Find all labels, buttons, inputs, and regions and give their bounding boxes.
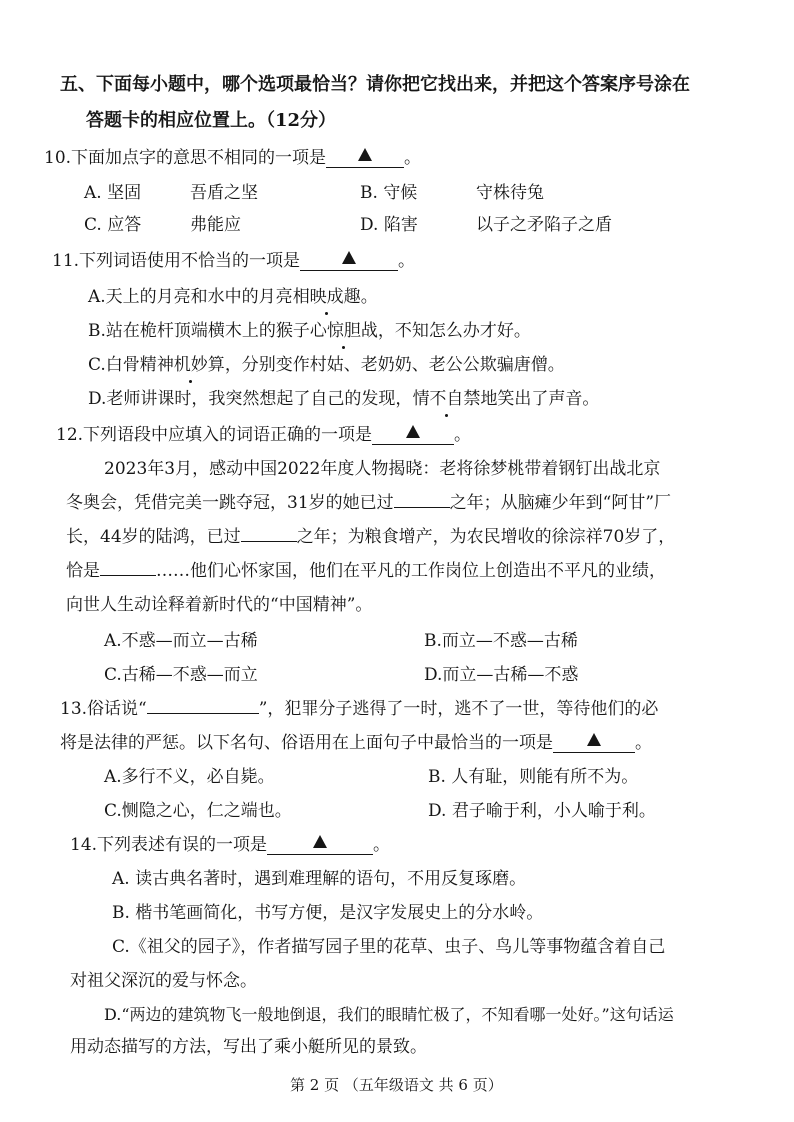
q14-option-c-line1: C.《祖父的园子》，作者描写园子里的花草、虫子、鸟儿等事物蕴含着自己 bbox=[112, 937, 666, 957]
q14-option-b: B. 楷书笔画简化，书写方便，是汉字发展史上的分水岭。 bbox=[112, 903, 544, 923]
q14-option-d-line2: 用动态描写的方法，写出了乘小艇所见的景致。 bbox=[70, 1037, 427, 1057]
q10-option-d-phrase: 以子之矛陷子之盾 bbox=[476, 215, 612, 235]
q13-stem-line2: 将是法律的严惩。以下名句、俗语用在上面句子中最恰当的一项是 。 bbox=[60, 733, 652, 753]
q12-passage-line3: 长，44岁的陆鸿，已过 之年；为粮食增产，为农民增收的徐淙祥70岁了， bbox=[66, 527, 676, 547]
page-footer: 第 2 页 （五年级语文 共 6 页） bbox=[290, 1076, 503, 1094]
q12-passage-line4: 恰是 ……他们心怀家国，他们在平凡的工作岗位上创造出不平凡的业绩， bbox=[66, 561, 666, 581]
q12-passage-line1: 2023年3月，感动中国2022年度人物揭晓：老将徐梦桃带着钢钉出战北京 bbox=[104, 459, 661, 479]
triangle-icon bbox=[358, 148, 372, 161]
q13-saying-blank bbox=[147, 713, 259, 714]
q12-answer-blank bbox=[372, 425, 454, 445]
q13-option-d: D. 君子喻于利，小人喻于利。 bbox=[428, 801, 656, 821]
q11-option-c: C.白骨精神机妙算，分别变作村姑、老奶奶、老公公欺骗唐僧。 bbox=[88, 352, 565, 378]
q12-stem: 12.下列语段中应填入的词语正确的一项是 。 bbox=[56, 425, 472, 445]
q13-answer-blank bbox=[553, 733, 635, 753]
section-instruction-line1: 五、下面每小题中，哪个选项最恰当？请你把它找出来，并把这个答案序号涂在 bbox=[60, 74, 690, 95]
q10-option-d: D. 陷害 bbox=[360, 215, 418, 235]
q11-option-b: B.站在桅杆顶端横木上的猴子心惊胆战，不知怎么办才好。 bbox=[88, 318, 531, 344]
q12-passage-line5: 向世人生动诠释着新时代的“中国精神”。 bbox=[66, 595, 373, 615]
q10-stem: 10.下面加点字的意思不相同的一项是 。 bbox=[44, 148, 422, 168]
q10-option-b: B. 守候 bbox=[360, 183, 418, 203]
q13-stem-line1: 13.俗话说“ ”，犯罪分子逃得了一时，逃不了一世，等待他们的必 bbox=[60, 699, 659, 719]
q11-stem: 11.下列词语使用不恰当的一项是 。 bbox=[52, 251, 416, 271]
q14-answer-blank bbox=[267, 835, 373, 855]
triangle-icon bbox=[587, 733, 601, 746]
q11-answer-blank bbox=[300, 251, 398, 271]
q10-answer-blank bbox=[326, 148, 404, 168]
q14-stem: 14.下列表述有误的一项是 。 bbox=[70, 835, 391, 855]
q14-option-a: A. 读古典名著时，遇到难理解的语句，不用反复琢磨。 bbox=[112, 869, 527, 889]
q12-fill-blank-2 bbox=[241, 541, 297, 542]
q10-option-c: C. 应答 bbox=[84, 215, 142, 235]
q12-passage-line2: 冬奥会，凭借完美一跳夺冠，31岁的她已过 之年；从脑瘫少年到“阿甘”厂 bbox=[66, 493, 672, 513]
q12-fill-blank-1 bbox=[394, 507, 450, 508]
q11-option-d: D.老师讲课时，我突然想起了自己的发现，情不自禁地笑出了声音。 bbox=[88, 386, 599, 412]
q14-option-c-line2: 对祖父深沉的爱与怀念。 bbox=[70, 971, 257, 991]
q13-option-c: C.恻隐之心，仁之端也。 bbox=[104, 801, 292, 821]
q12-option-c: C.古稀—不惑—而立 bbox=[104, 665, 258, 685]
q13-option-b: B. 人有耻，则能有所不为。 bbox=[428, 767, 639, 787]
q10-option-b-phrase: 守株待兔 bbox=[476, 183, 544, 203]
section-instruction-line2: 答题卡的相应位置上。（12分） bbox=[86, 110, 337, 131]
q10-option-c-phrase: 弗能应 bbox=[190, 215, 241, 235]
q12-option-d: D.而立—古稀—不惑 bbox=[424, 665, 579, 685]
triangle-icon bbox=[342, 251, 356, 264]
q10-option-a: A. 坚固 bbox=[84, 183, 142, 203]
q10-option-a-phrase: 吾盾之坚 bbox=[190, 183, 258, 203]
q12-fill-blank-3 bbox=[100, 575, 156, 576]
triangle-icon bbox=[313, 835, 327, 848]
q14-option-d-line1: D.“两边的建筑物飞一般地倒退，我们的眼睛忙极了，不知看哪一处好。”这句话运 bbox=[104, 1005, 674, 1024]
q12-option-b: B.而立—不惑—古稀 bbox=[424, 631, 578, 651]
q12-option-a: A.不惑—而立—古稀 bbox=[104, 631, 258, 651]
q11-option-a: A.天上的月亮和水中的月亮相映成趣。 bbox=[88, 284, 378, 310]
q13-option-a: A.多行不义，必自毙。 bbox=[104, 767, 275, 787]
triangle-icon bbox=[406, 425, 420, 438]
